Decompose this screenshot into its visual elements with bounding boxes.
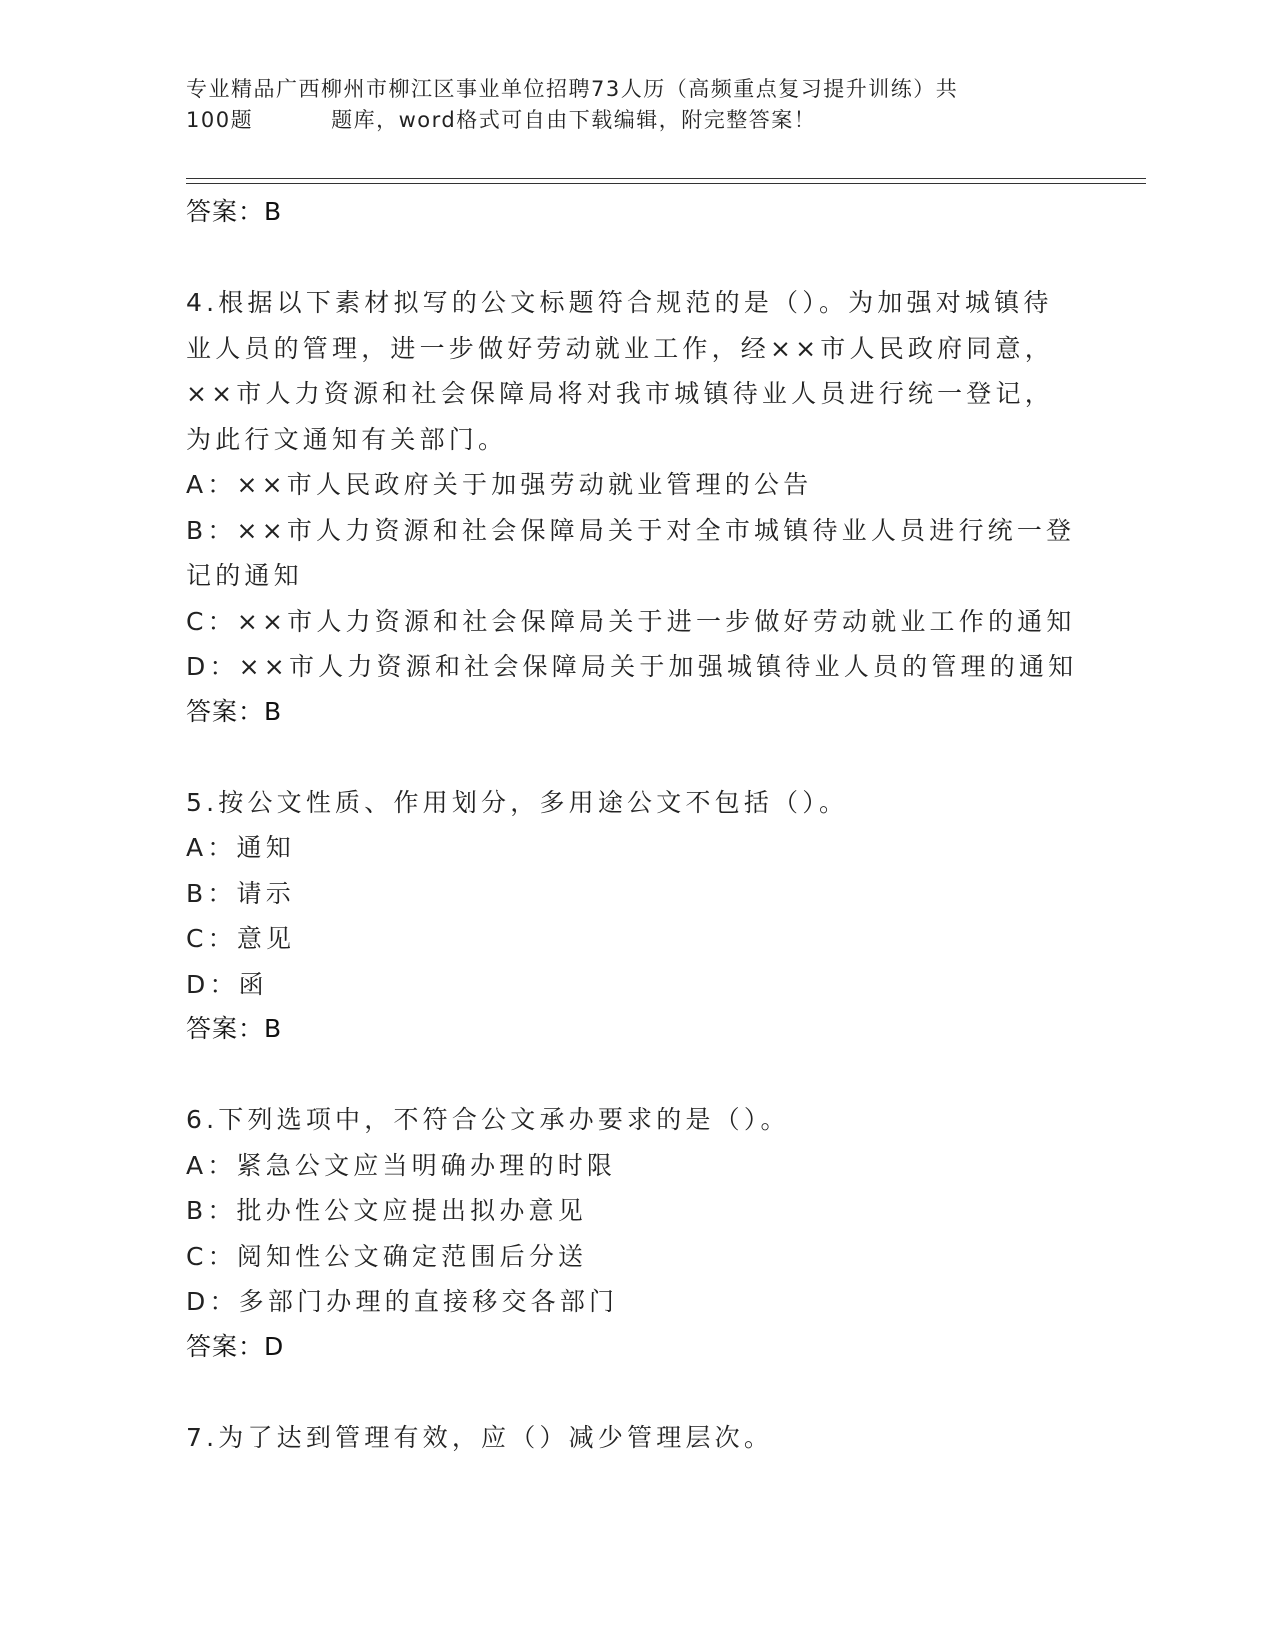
question-stem-line: ××市人力资源和社会保障局将对我市城镇待业人员进行统一登记，: [186, 379, 1054, 408]
question-5: [186, 780, 1086, 1052]
option-d: D：函: [186, 969, 268, 999]
option-a: A：××市人民政府关于加强劳动就业管理的公告: [186, 470, 813, 499]
header-line-2: [186, 105, 1066, 136]
header-line-1: 专业精品广西柳州市柳江区事业单位招聘73人历（高频重点复习提升训练）共: [186, 77, 959, 101]
header-description: 题库，word格式可自由下载编辑，附完整答案！: [331, 108, 817, 132]
question-stem-line: 6.下列选项中，不符合公文承办要求的是（）。: [186, 1105, 790, 1134]
answer-line: 答案：B: [186, 1014, 283, 1043]
question-stem-line: 业人员的管理，进一步做好劳动就业工作，经××市人民政府同意，: [186, 333, 1054, 363]
question-list: [186, 190, 1086, 1460]
option-b: B：批办性公文应提出拟办意见: [186, 1196, 587, 1225]
document-header: [186, 74, 1066, 136]
header-rule-bottom: [186, 183, 1146, 184]
option-c: C：意见: [186, 924, 296, 953]
option-d: D：××市人力资源和社会保障局关于加强城镇待业人员的管理的通知: [186, 652, 1078, 681]
header-question-count: 100题: [186, 108, 254, 132]
option-a: A：通知: [186, 833, 295, 862]
question-stem-line: 7.为了达到管理有效，应（）减少管理层次。: [186, 1422, 774, 1452]
question-stem-line: 4.根据以下素材拟写的公文标题符合规范的是（）。为加强对城镇待: [186, 288, 1053, 317]
header-rule-top: [186, 178, 1146, 179]
option-b: B：请示: [186, 878, 295, 908]
question-stem-line: 为此行文通知有关部门。: [186, 424, 508, 454]
answer-line: 答案：D: [186, 1331, 285, 1361]
option-a: A：紧急公文应当明确办理的时限: [186, 1150, 617, 1180]
question-stem-line: 5.按公文性质、作用划分，多用途公文不包括（）。: [186, 787, 849, 817]
question-7: [186, 1415, 1086, 1461]
answer-line: 答案：B: [186, 696, 283, 726]
answer-line: 答案：B: [186, 197, 283, 226]
option-b: B：××市人力资源和社会保障局关于对全市城镇待业人员进行统一登: [186, 515, 1076, 545]
option-c: C：××市人力资源和社会保障局关于进一步做好劳动就业工作的通知: [186, 606, 1076, 636]
option-c: C：阅知性公文确定范围后分送: [186, 1241, 588, 1271]
question-6: [186, 1097, 1086, 1369]
question-4: [186, 280, 1086, 734]
option-d: D：多部门办理的直接移交各部门: [186, 1287, 619, 1316]
option-b-continued: 记的通知: [186, 561, 303, 590]
